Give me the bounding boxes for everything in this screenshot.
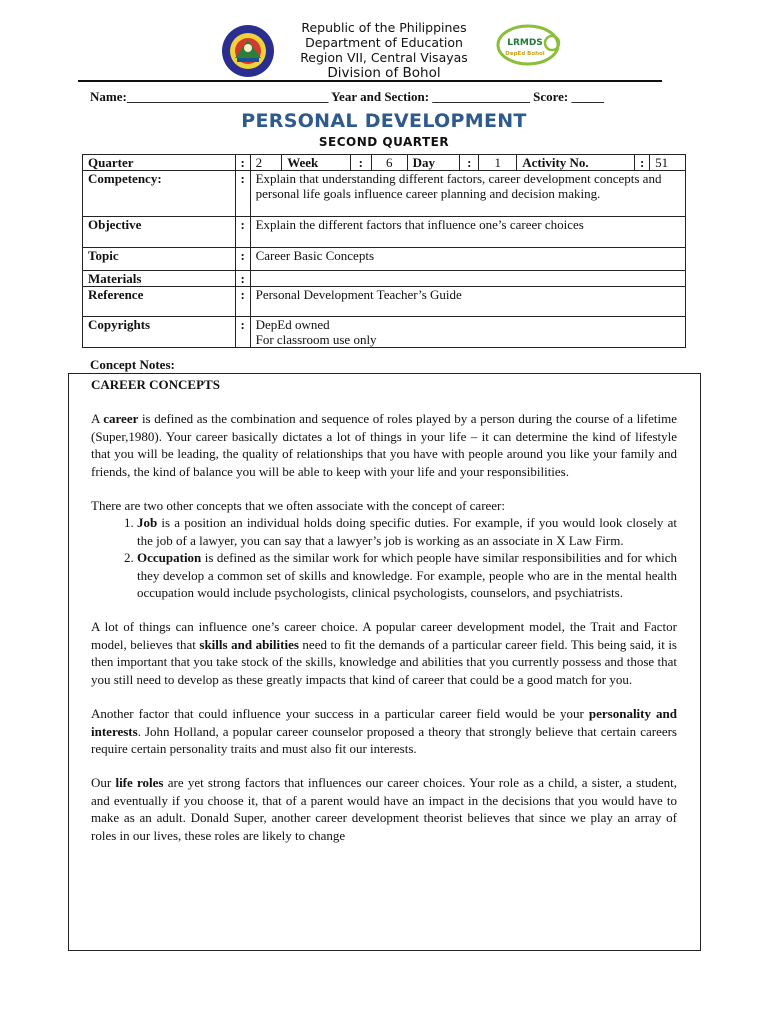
day-value: 1 — [479, 155, 517, 171]
student-info-line — [90, 89, 710, 105]
list-item-occupation: 2. Occupation is defined as the similar work for which people have similar responsibilities and for which they develop a common set of skills and knowledge. For example, people who are in the mental health occupation would include psychologists, clinical psychologists, counselors, and psychiatrists. — [137, 549, 677, 601]
paragraph-personality-interests: Another factor that could influence your success in a particular career field would be your personality and interests. John Holland, a popular career counselor proposed a theory that strongly believe that certain careers require certain personality traits and must also fit our interests. — [91, 706, 678, 756]
copyrights-value: DepEd owned For classroom use only — [250, 317, 685, 348]
paragraph-life-roles: Our life roles are yet strong factors that influences our career choices. Your role as a child, a sister, a student, and eventually if you choose it, that of a parent would have an impact in the decisions that you would have to make as an adult. Donald Super, another career development theorist believes that since we play an array of roles in our lives, these roles are likely to change — [91, 775, 677, 843]
notes-heading: CAREER CONCEPTS — [91, 377, 220, 392]
copyrights-row: Copyrights : DepEd owned For classroom use only — [83, 317, 686, 348]
quarter-label: Quarter — [83, 155, 236, 171]
name-label: Name: — [90, 89, 127, 104]
reference-label: Reference — [83, 287, 236, 317]
topic-row: Topic : Career Basic Concepts — [83, 248, 686, 271]
svg-text:LRMDS: LRMDS — [507, 38, 543, 48]
activity-label: Activity No. — [517, 155, 635, 171]
topic-label: Topic — [83, 248, 236, 271]
score-label: Score: — [533, 89, 569, 104]
year-section-blank[interactable]: _______________ — [432, 89, 530, 104]
header-republic: Republic of the Philippines — [301, 20, 467, 35]
paragraph-skills-abilities: A lot of things can influence one’s career choice. A popular career development model, the Trait and Factor model, believes that skills and abilities need to fit the demands of a particular career field. This being said, it is then important that you take stock of the skills, knowledge and abilities that you currently possess and those that you still need to develop as these greatly impacts that kind of career that could be a good match for you. — [91, 619, 677, 687]
reference-value: Personal Development Teacher’s Guide — [250, 287, 685, 317]
paragraph-career-definition: A career is defined as the combination and sequence of roles played by a person during the course of a lifetime (Super,1980). Your career basically dictates a lot of things in your life – it can determine the kind of lifestyle that you will be leading, the quality of relationships that you have with people around you like your family and friends, the kind of balance you will be able to keep with your life and your responsibilities. — [91, 411, 678, 479]
concept-notes-label: Concept Notes: — [90, 357, 175, 372]
concepts-list — [91, 514, 677, 601]
competency-label: Competency: — [83, 171, 236, 217]
name-blank[interactable]: _______________________________ — [126, 89, 329, 104]
document-title: PERSONAL DEVELOPMENT — [241, 110, 527, 132]
objective-row: Objective : Explain the different factors that influence one’s career choices — [83, 217, 686, 248]
header-region: Region VII, Central Visayas — [300, 50, 468, 65]
competency-row: Competency: : Explain that understanding different factors, career development concepts and personal life goals influence career planning and decision making. — [83, 171, 686, 217]
svg-text:DepEd Bohol: DepEd Bohol — [505, 51, 545, 57]
reference-row: Reference : Personal Development Teacher’s Guide — [83, 287, 686, 317]
objective-label: Objective — [83, 217, 236, 248]
year-section-label: Year and Section: — [331, 89, 430, 104]
materials-value — [250, 271, 685, 287]
activity-info-table — [82, 154, 686, 348]
paragraph-related-concepts: There are two other concepts that we often associate with the concept of career: — [91, 498, 506, 514]
day-label: Day — [407, 155, 460, 171]
objective-value: Explain the different factors that influence one’s career choices — [250, 217, 685, 248]
competency-value: Explain that understanding different factors, career development concepts and personal life goals influence career planning and decision making. — [250, 171, 685, 217]
deped-seal-logo — [221, 24, 275, 78]
quarter-value: 2 — [250, 155, 282, 171]
week-value: 6 — [371, 155, 407, 171]
header-division: Division of Bohol — [327, 65, 441, 81]
materials-label: Materials — [83, 271, 236, 287]
copyrights-label: Copyrights — [83, 317, 236, 348]
topic-value: Career Basic Concepts — [250, 248, 685, 271]
quarter-row: Quarter : 2 Week : 6 Day : 1 Activity No. : 51 — [83, 155, 686, 171]
lrmds-logo — [496, 24, 564, 66]
list-item-job: 1. Job is a position an individual holds doing specific duties. For example, if you would look closely at the job of a lawyer, you can say that a lawyer’s job is working as an associate in X Law Firm. — [137, 514, 677, 549]
document-header — [0, 0, 768, 84]
document-subtitle: SECOND QUARTER — [318, 135, 450, 149]
activity-value: 51 — [650, 155, 686, 171]
header-divider — [78, 80, 662, 82]
score-blank[interactable]: _____ — [571, 89, 604, 104]
header-department: Department of Education — [305, 35, 463, 50]
concept-notes-box — [68, 373, 701, 951]
week-label: Week — [282, 155, 351, 171]
materials-row: Materials : — [83, 271, 686, 287]
